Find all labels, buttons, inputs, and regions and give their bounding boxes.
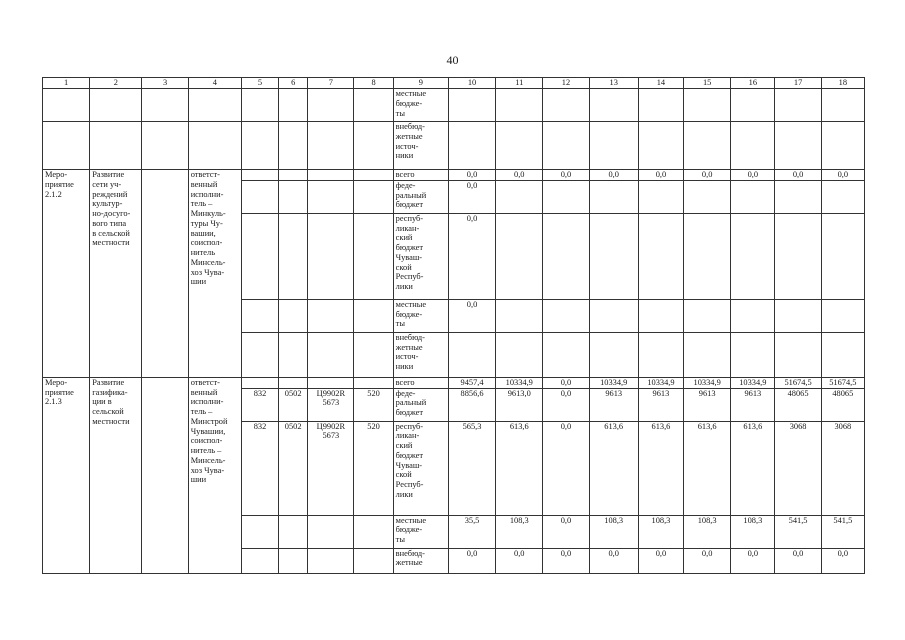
value-cell: 51674,5 bbox=[775, 377, 821, 388]
value-cell: 108,3 bbox=[589, 515, 638, 548]
value-cell bbox=[775, 299, 821, 332]
empty-cell bbox=[43, 89, 90, 122]
empty-cell bbox=[241, 180, 278, 213]
empty-cell bbox=[142, 122, 188, 170]
value-cell bbox=[775, 332, 821, 377]
value-cell: 541,5 bbox=[821, 515, 864, 548]
value-cell bbox=[448, 122, 495, 170]
value-cell: 10334,9 bbox=[638, 377, 683, 388]
column-header: 12 bbox=[543, 78, 589, 89]
responsible-executor: ответст- венный исполни- тель – Минстрой Чувашии, соиспол- нитель – Минсель- хоз Чува- шии bbox=[188, 377, 241, 573]
value-cell bbox=[543, 299, 589, 332]
value-cell: 51674,5 bbox=[821, 377, 864, 388]
value-cell bbox=[821, 180, 864, 213]
column-header: 8 bbox=[354, 78, 393, 89]
empty-cell bbox=[308, 180, 354, 213]
value-cell: 0,0 bbox=[638, 548, 683, 573]
value-cell: 0,0 bbox=[496, 548, 543, 573]
value-cell bbox=[731, 180, 775, 213]
measure-number: Меро- приятие 2.1.2 bbox=[43, 170, 90, 378]
value-cell: 108,3 bbox=[496, 515, 543, 548]
column-header: 17 bbox=[775, 78, 821, 89]
funding-source-label: феде- ральный бюджет bbox=[393, 388, 448, 421]
value-cell: 0,0 bbox=[448, 170, 495, 181]
empty-cell bbox=[308, 89, 354, 122]
empty-cell bbox=[354, 213, 393, 299]
value-cell bbox=[731, 299, 775, 332]
measure-name: Развитие сети уч- реждений культур- но-досуго- вого типа в сельской местности bbox=[90, 170, 142, 378]
empty-cell bbox=[308, 299, 354, 332]
empty-cell bbox=[279, 89, 308, 122]
value-cell: 0,0 bbox=[638, 170, 683, 181]
value-cell: 541,5 bbox=[775, 515, 821, 548]
value-cell: 613,6 bbox=[684, 421, 731, 515]
value-cell: 0,0 bbox=[543, 421, 589, 515]
budget-code-cell bbox=[279, 377, 308, 388]
value-cell bbox=[543, 332, 589, 377]
value-cell: 48065 bbox=[821, 388, 864, 421]
empty-cell bbox=[279, 299, 308, 332]
value-cell bbox=[821, 122, 864, 170]
empty-cell bbox=[188, 89, 241, 122]
empty-cell bbox=[241, 213, 278, 299]
budget-code-cell bbox=[308, 548, 354, 573]
budget-code-cell bbox=[279, 548, 308, 573]
column-header: 9 bbox=[393, 78, 448, 89]
value-cell: 8856,6 bbox=[448, 388, 495, 421]
empty-cell bbox=[308, 332, 354, 377]
empty-cell bbox=[354, 89, 393, 122]
funding-source-label: внебюд- жетные bbox=[393, 548, 448, 573]
empty-cell bbox=[142, 377, 188, 573]
continuation-row bbox=[43, 122, 865, 170]
empty-cell bbox=[241, 170, 278, 181]
funding-source-label: респуб- ликан- ский бюджет Чуваш- ской Респуб- лики bbox=[393, 213, 448, 299]
value-cell bbox=[496, 89, 543, 122]
value-cell: 10334,9 bbox=[496, 377, 543, 388]
budget-code-cell bbox=[241, 377, 278, 388]
column-header: 13 bbox=[589, 78, 638, 89]
value-cell bbox=[543, 180, 589, 213]
value-cell: 0,0 bbox=[543, 515, 589, 548]
value-cell: 9613 bbox=[589, 388, 638, 421]
value-cell bbox=[638, 122, 683, 170]
empty-cell bbox=[308, 122, 354, 170]
column-header: 10 bbox=[448, 78, 495, 89]
value-cell: 613,6 bbox=[496, 421, 543, 515]
value-cell: 108,3 bbox=[638, 515, 683, 548]
value-cell: 9613 bbox=[684, 388, 731, 421]
value-cell: 0,0 bbox=[821, 548, 864, 573]
budget-code-cell: 520 bbox=[354, 388, 393, 421]
page-number: 40 bbox=[446, 53, 459, 67]
value-cell: 0,0 bbox=[684, 548, 731, 573]
funding-source-label: респуб- ликан- ский бюджет Чуваш- ской Респуб- лики bbox=[393, 421, 448, 515]
budget-code-cell bbox=[308, 377, 354, 388]
empty-cell bbox=[279, 180, 308, 213]
empty-cell bbox=[354, 170, 393, 181]
value-cell bbox=[775, 180, 821, 213]
value-cell: 0,0 bbox=[543, 388, 589, 421]
funding-source-label: местные бюдже- ты bbox=[393, 299, 448, 332]
value-cell bbox=[448, 332, 495, 377]
empty-cell bbox=[188, 122, 241, 170]
value-cell bbox=[684, 299, 731, 332]
value-cell bbox=[543, 122, 589, 170]
value-cell: 0,0 bbox=[775, 548, 821, 573]
budget-code-cell bbox=[308, 515, 354, 548]
value-cell bbox=[731, 332, 775, 377]
funding-source-label: местные бюдже- ты bbox=[393, 89, 448, 122]
value-cell bbox=[496, 299, 543, 332]
header-row bbox=[43, 78, 865, 89]
value-cell: 0,0 bbox=[496, 170, 543, 181]
value-cell: 0,0 bbox=[589, 548, 638, 573]
value-cell bbox=[589, 213, 638, 299]
value-cell: 108,3 bbox=[731, 515, 775, 548]
empty-cell bbox=[241, 122, 278, 170]
value-cell: 10334,9 bbox=[731, 377, 775, 388]
value-cell bbox=[543, 89, 589, 122]
column-header: 2 bbox=[90, 78, 142, 89]
column-header: 11 bbox=[496, 78, 543, 89]
value-cell: 565,3 bbox=[448, 421, 495, 515]
value-cell: 9613 bbox=[638, 388, 683, 421]
funding-source-label: всего bbox=[393, 170, 448, 181]
value-cell: 0,0 bbox=[448, 213, 495, 299]
value-cell: 613,6 bbox=[589, 421, 638, 515]
measure-row bbox=[43, 377, 865, 388]
column-header: 6 bbox=[279, 78, 308, 89]
value-cell: 0,0 bbox=[775, 170, 821, 181]
funding-source-label: внебюд- жетные источ- ники bbox=[393, 122, 448, 170]
empty-cell bbox=[279, 122, 308, 170]
budget-code-cell bbox=[354, 515, 393, 548]
empty-cell bbox=[142, 89, 188, 122]
funding-source-label: всего bbox=[393, 377, 448, 388]
empty-cell bbox=[90, 122, 142, 170]
budget-code-cell bbox=[241, 548, 278, 573]
value-cell: 9613 bbox=[731, 388, 775, 421]
value-cell bbox=[638, 299, 683, 332]
empty-cell bbox=[90, 89, 142, 122]
column-header: 5 bbox=[241, 78, 278, 89]
value-cell: 10334,9 bbox=[684, 377, 731, 388]
value-cell: 35,5 bbox=[448, 515, 495, 548]
value-cell bbox=[775, 213, 821, 299]
value-cell bbox=[775, 122, 821, 170]
budget-code-cell bbox=[354, 377, 393, 388]
value-cell bbox=[684, 213, 731, 299]
value-cell: 3068 bbox=[775, 421, 821, 515]
budget-code-cell: Ц9902R 5673 bbox=[308, 421, 354, 515]
value-cell: 0,0 bbox=[448, 180, 495, 213]
empty-cell bbox=[354, 299, 393, 332]
responsible-executor: ответст- венный исполни- тель – Минкуль- туры Чу- вашии, соиспол- нитель Минсель- хоз Чува- шии bbox=[188, 170, 241, 378]
value-cell: 0,0 bbox=[448, 299, 495, 332]
funding-source-label: внебюд- жетные источ- ники bbox=[393, 332, 448, 377]
value-cell: 0,0 bbox=[731, 548, 775, 573]
empty-cell bbox=[354, 180, 393, 213]
empty-cell bbox=[241, 89, 278, 122]
budget-table bbox=[42, 77, 865, 574]
column-header: 4 bbox=[188, 78, 241, 89]
value-cell bbox=[821, 213, 864, 299]
value-cell bbox=[821, 89, 864, 122]
budget-code-cell: 0502 bbox=[279, 421, 308, 515]
value-cell bbox=[684, 332, 731, 377]
value-cell: 613,6 bbox=[638, 421, 683, 515]
value-cell: 3068 bbox=[821, 421, 864, 515]
value-cell bbox=[496, 122, 543, 170]
value-cell bbox=[589, 180, 638, 213]
empty-cell bbox=[308, 213, 354, 299]
value-cell: 0,0 bbox=[684, 170, 731, 181]
empty-cell bbox=[241, 299, 278, 332]
column-header: 18 bbox=[821, 78, 864, 89]
empty-cell bbox=[279, 170, 308, 181]
column-header: 15 bbox=[684, 78, 731, 89]
budget-code-cell: 832 bbox=[241, 388, 278, 421]
empty-cell bbox=[354, 332, 393, 377]
value-cell: 0,0 bbox=[543, 548, 589, 573]
budget-code-cell: 520 bbox=[354, 421, 393, 515]
value-cell: 0,0 bbox=[543, 170, 589, 181]
value-cell: 0,0 bbox=[731, 170, 775, 181]
empty-cell bbox=[308, 170, 354, 181]
value-cell bbox=[638, 332, 683, 377]
value-cell: 0,0 bbox=[589, 170, 638, 181]
empty-cell bbox=[279, 213, 308, 299]
value-cell: 108,3 bbox=[684, 515, 731, 548]
measure-name: Развитие газифика- ции в сельской местности bbox=[90, 377, 142, 573]
budget-code-cell: 832 bbox=[241, 421, 278, 515]
value-cell bbox=[496, 213, 543, 299]
value-cell bbox=[448, 89, 495, 122]
value-cell bbox=[589, 122, 638, 170]
value-cell bbox=[731, 89, 775, 122]
value-cell: 0,0 bbox=[543, 377, 589, 388]
value-cell bbox=[731, 213, 775, 299]
empty-cell bbox=[354, 122, 393, 170]
empty-cell bbox=[279, 332, 308, 377]
value-cell bbox=[731, 122, 775, 170]
value-cell: 9457,4 bbox=[448, 377, 495, 388]
value-cell bbox=[589, 332, 638, 377]
column-header: 16 bbox=[731, 78, 775, 89]
value-cell bbox=[684, 122, 731, 170]
measure-number: Меро- приятие 2.1.3 bbox=[43, 377, 90, 573]
value-cell bbox=[638, 213, 683, 299]
budget-code-cell bbox=[241, 515, 278, 548]
budget-code-cell bbox=[354, 548, 393, 573]
value-cell bbox=[543, 213, 589, 299]
value-cell: 48065 bbox=[775, 388, 821, 421]
value-cell: 0,0 bbox=[448, 548, 495, 573]
value-cell: 9613,0 bbox=[496, 388, 543, 421]
value-cell bbox=[589, 89, 638, 122]
funding-source-label: местные бюдже- ты bbox=[393, 515, 448, 548]
value-cell bbox=[684, 180, 731, 213]
value-cell bbox=[638, 89, 683, 122]
empty-cell bbox=[43, 122, 90, 170]
continuation-row bbox=[43, 89, 865, 122]
budget-code-cell bbox=[279, 515, 308, 548]
value-cell bbox=[589, 299, 638, 332]
column-header: 14 bbox=[638, 78, 683, 89]
budget-code-cell: Ц9902R 5673 bbox=[308, 388, 354, 421]
empty-cell bbox=[142, 170, 188, 378]
value-cell: 613,6 bbox=[731, 421, 775, 515]
value-cell bbox=[775, 89, 821, 122]
column-header: 1 bbox=[43, 78, 90, 89]
value-cell: 0,0 bbox=[821, 170, 864, 181]
value-cell bbox=[821, 299, 864, 332]
column-header: 3 bbox=[142, 78, 188, 89]
value-cell bbox=[496, 180, 543, 213]
empty-cell bbox=[241, 332, 278, 377]
funding-source-label: феде- ральный бюджет bbox=[393, 180, 448, 213]
value-cell bbox=[496, 332, 543, 377]
value-cell: 10334,9 bbox=[589, 377, 638, 388]
value-cell bbox=[684, 89, 731, 122]
budget-code-cell: 0502 bbox=[279, 388, 308, 421]
measure-row bbox=[43, 170, 865, 181]
column-header: 7 bbox=[308, 78, 354, 89]
value-cell bbox=[821, 332, 864, 377]
value-cell bbox=[638, 180, 683, 213]
